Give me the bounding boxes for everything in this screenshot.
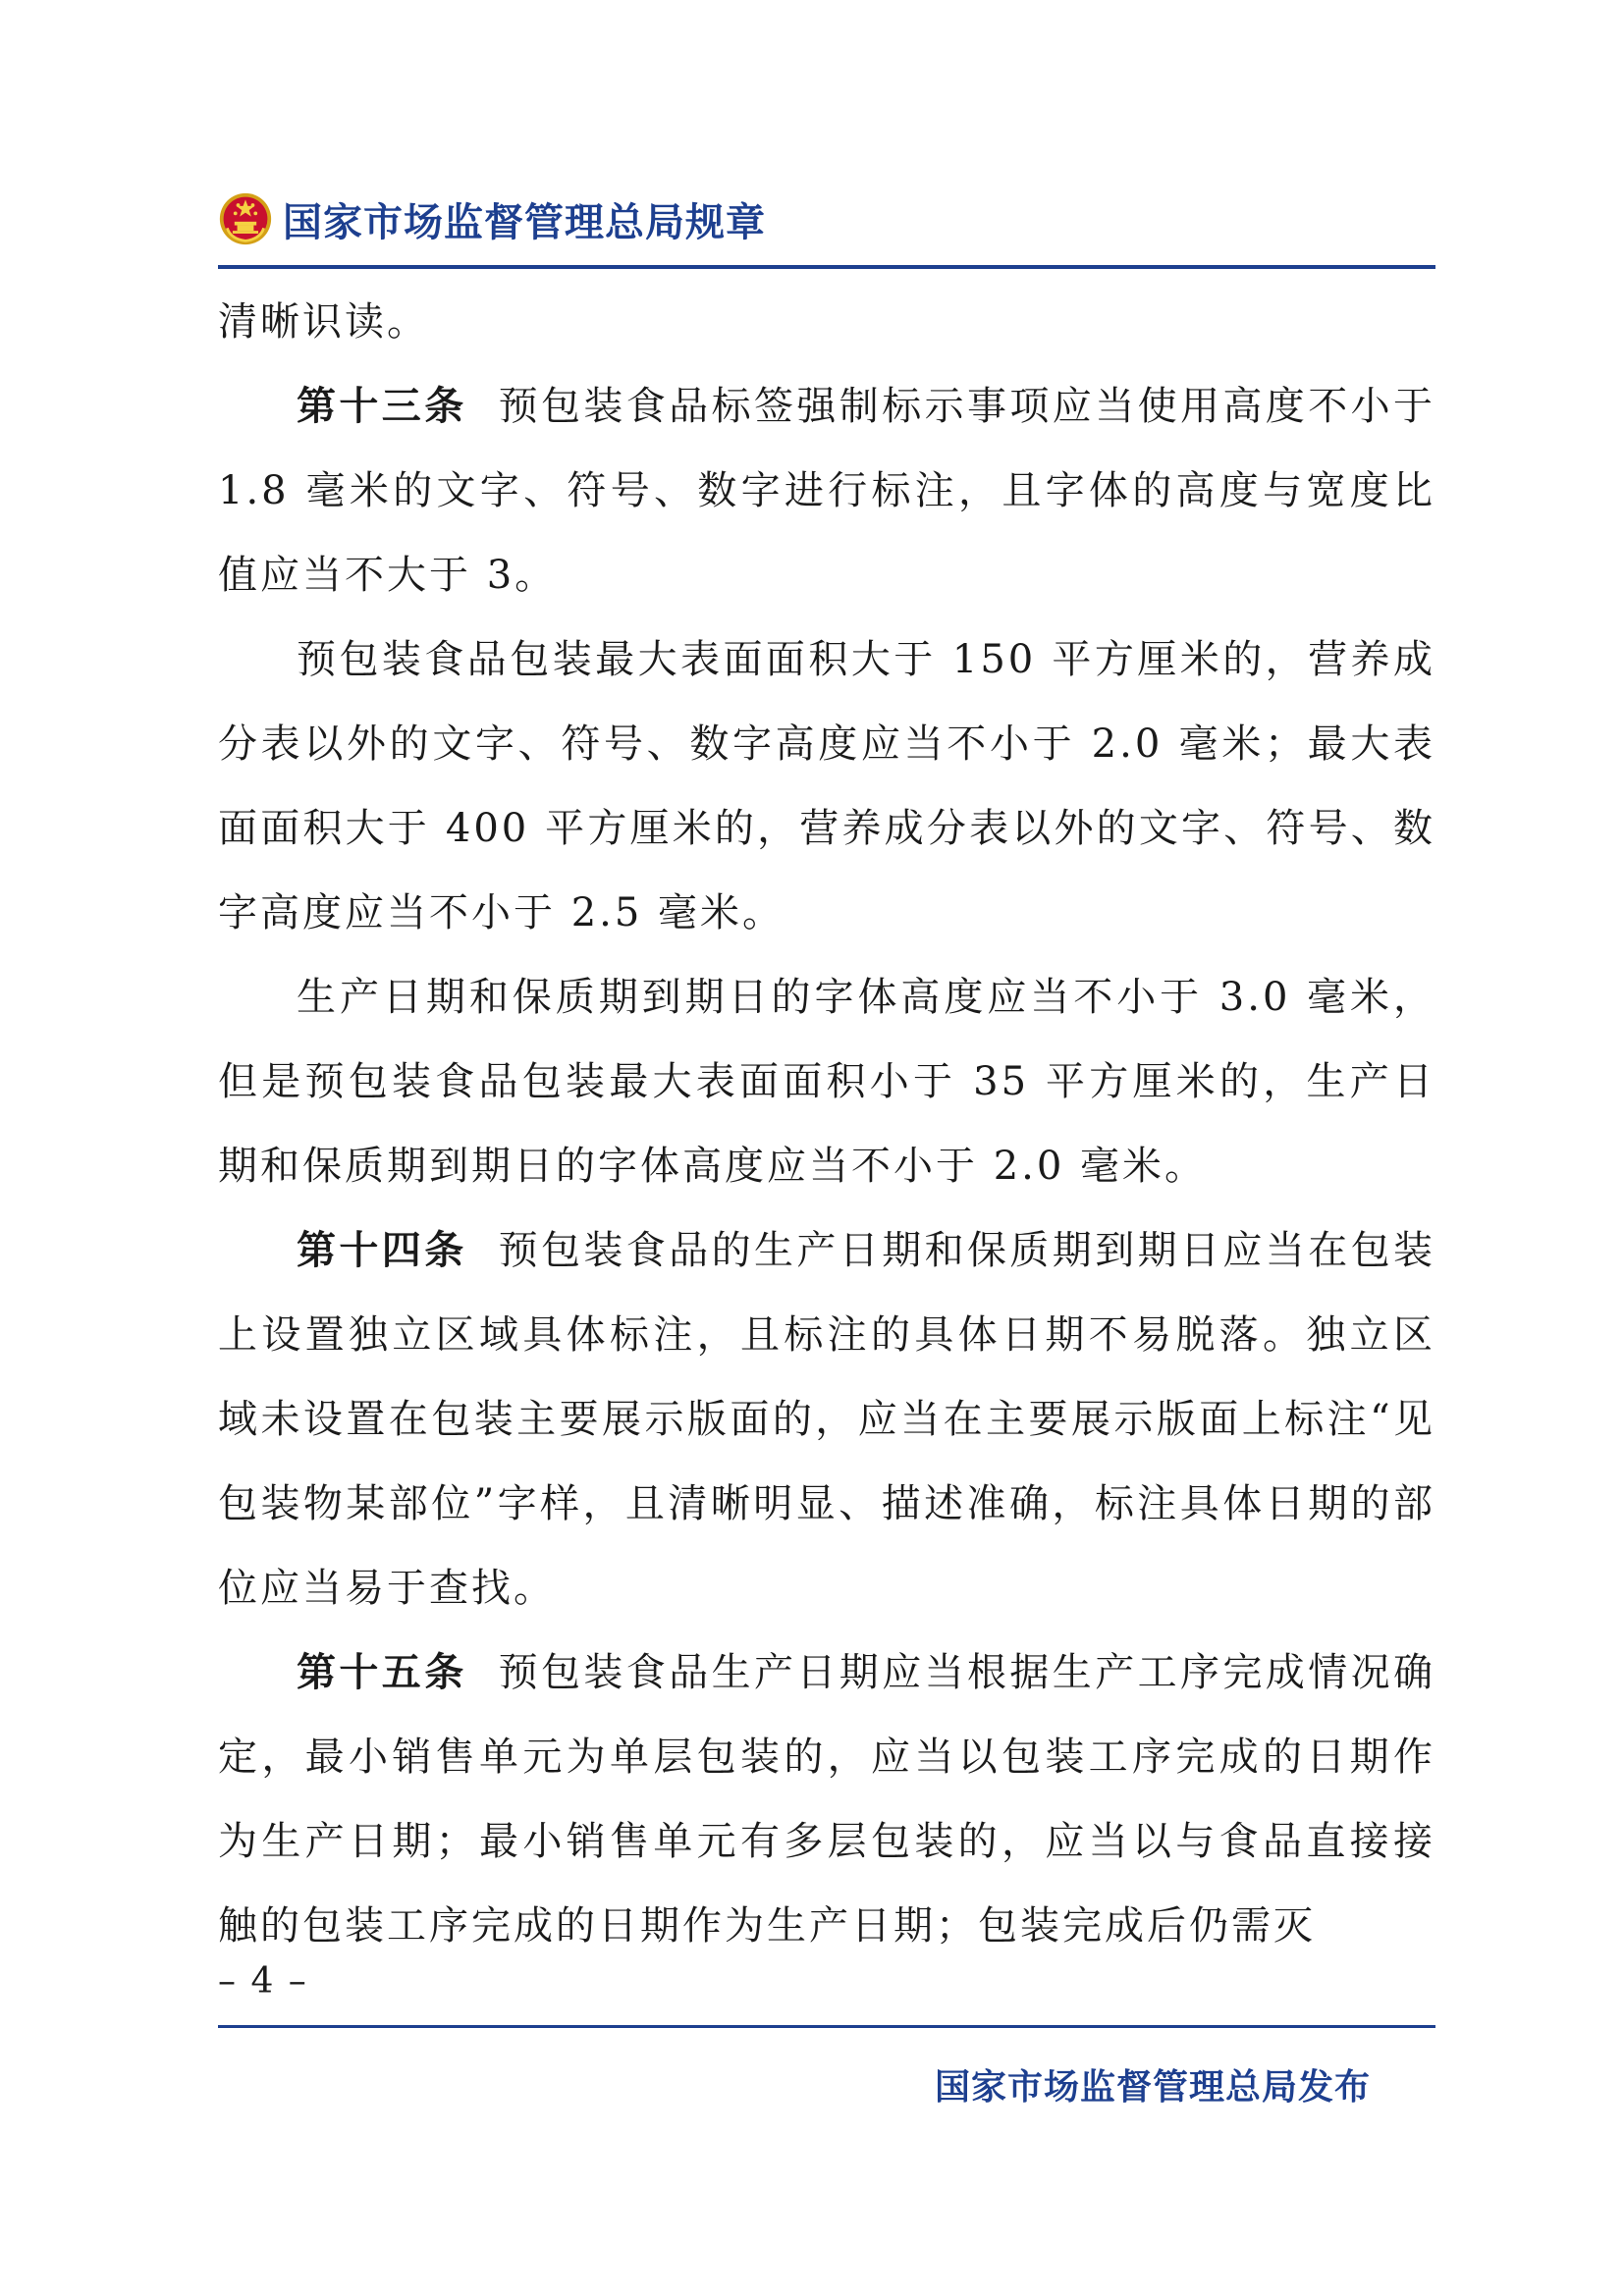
article-number: 第十五条 — [297, 1650, 467, 1695]
article-text: 预包装食品标签强制标示事项应当使用高度不小于 1.8 毫米的文字、符号、数字进行标注，且字体的高度与宽度比值应当不大于 3。 — [218, 384, 1436, 598]
header-title: 国家市场监督管理总局规章 — [283, 199, 766, 245]
paragraph: 清晰识读。 — [218, 299, 429, 345]
article-text: 预包装食品的生产日期和保质期到期日应当在包装上设置独立区域具体标注，且标注的具体日期不易脱落。独立区域未设置在包装主要展示版面的，应当在主要展示版面上标注“见包装物某部位”字样，且清晰明显、描述准确，标注具体日期的部位应当易于查找。 — [218, 1228, 1436, 1611]
national-emblem-icon — [218, 191, 273, 246]
regulation-body — [218, 280, 1435, 1968]
footer-divider — [218, 2025, 1435, 2028]
article-text: 预包装食品生产日期应当根据生产工序完成情况确定，最小销售单元为单层包装的，应当以包装工序完成的日期作为生产日期；最小销售单元有多层包装的，应当以与食品直接接触的包装工序完成的日期作为生产日期；包装完成后仍需灭 — [218, 1650, 1436, 1949]
header-divider — [218, 265, 1435, 269]
paragraph: 预包装食品包装最大表面面积大于 150 平方厘米的，营养成分表以外的文字、符号、数字高度应当不小于 2.0 毫米；最大表面面积大于 400 平方厘米的，营养成分表以外的文字、符号、数字高度应当不小于 2.5 毫米。 — [218, 637, 1435, 935]
page-number: – 4 – — [218, 1961, 308, 2002]
paragraph: 生产日期和保质期到期日的字体高度应当不小于 3.0 毫米，但是预包装食品包装最大表面面积小于 35 平方厘米的，生产日期和保质期到期日的字体高度应当不小于 2.0 毫米。 — [218, 975, 1435, 1189]
page-header — [218, 185, 1435, 253]
article-number: 第十三条 — [297, 384, 467, 429]
article-paragraph — [218, 1208, 1435, 1630]
article-number: 第十四条 — [297, 1228, 467, 1273]
footer-publisher: 国家市场监督管理总局发布 — [934, 2067, 1371, 2108]
article-paragraph — [218, 1630, 1435, 1968]
article-paragraph — [218, 364, 1435, 617]
